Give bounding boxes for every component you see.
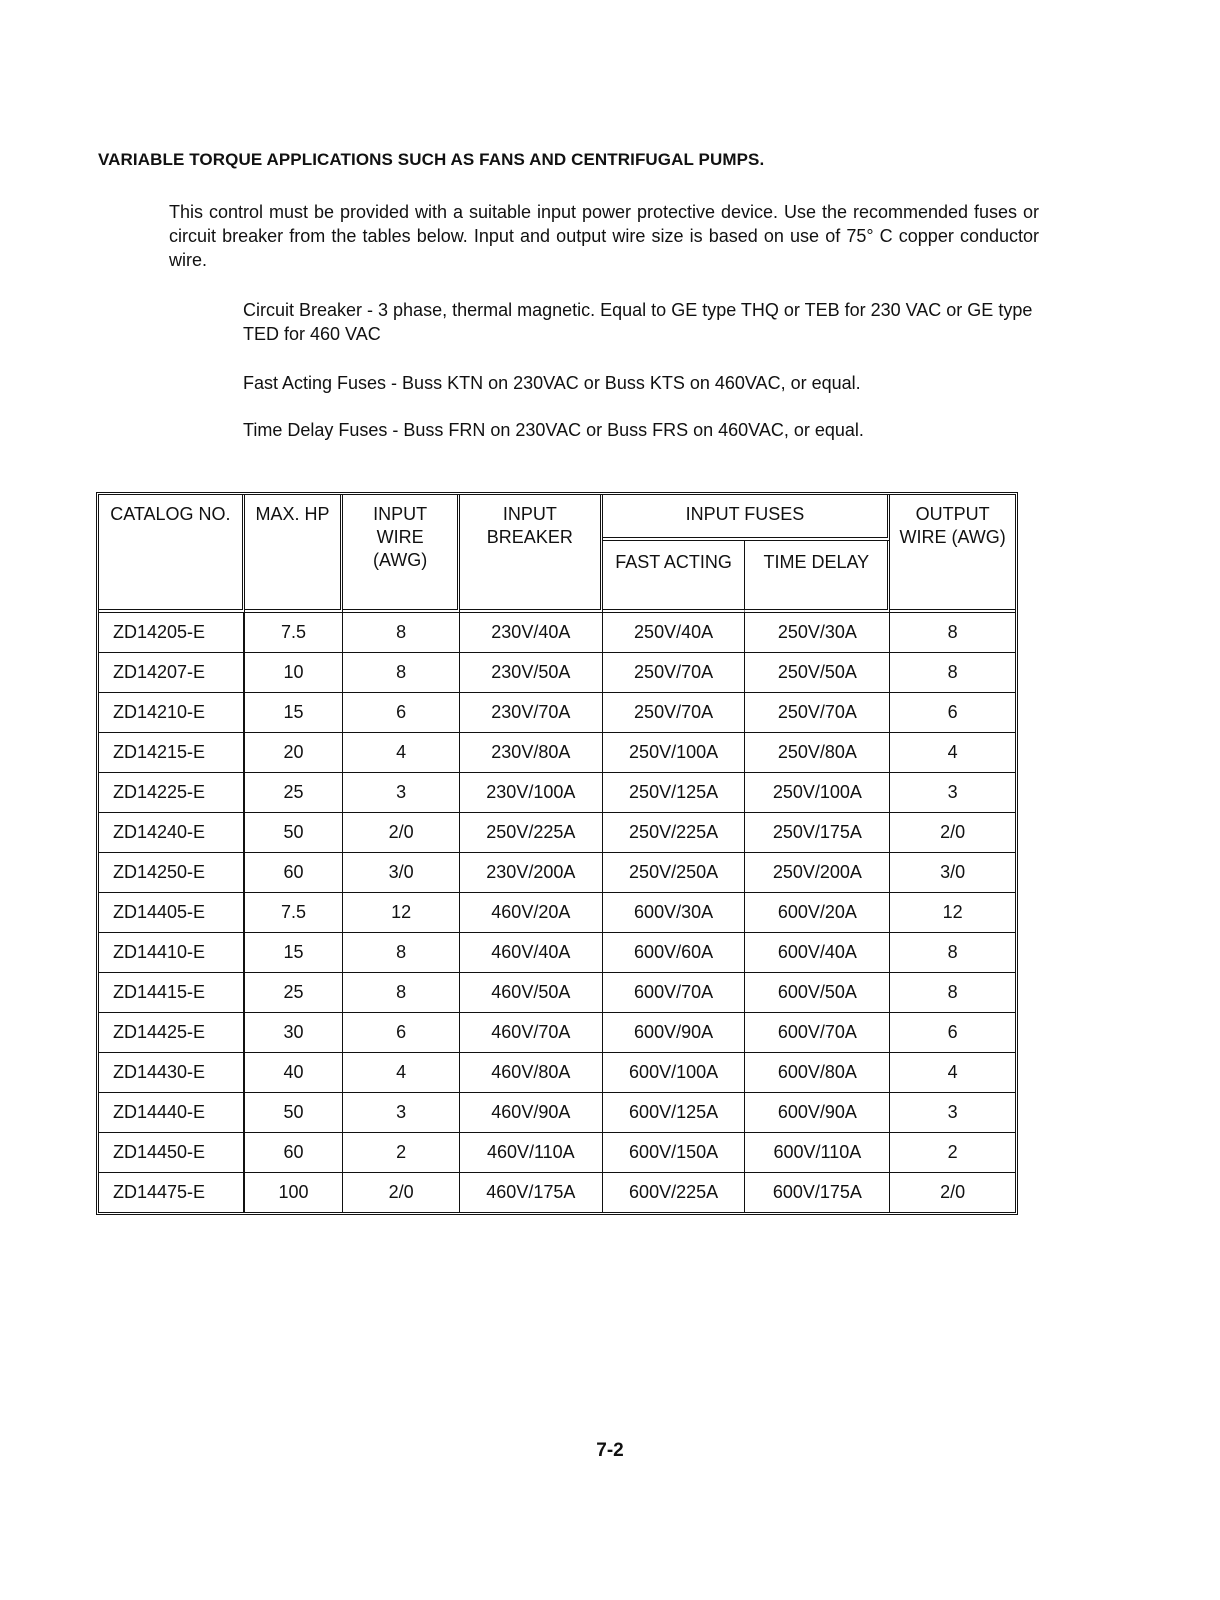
input-breaker-cell: 460V/70A: [460, 1013, 603, 1053]
catalog-no-cell: ZD14225-E: [99, 773, 245, 813]
table-row: [99, 1133, 1015, 1173]
fast-acting-fuse-cell: 600V/30A: [603, 893, 746, 933]
max-hp-cell: 10: [245, 653, 344, 693]
input-wire-cell: 8: [343, 613, 460, 653]
table-row: [99, 613, 1015, 653]
output-wire-cell: 2/0: [890, 813, 1015, 853]
time-delay-fuse-cell: 250V/30A: [745, 613, 890, 653]
fast-acting-fuse-cell: 250V/125A: [603, 773, 746, 813]
max-hp-cell: 7.5: [245, 613, 344, 653]
catalog-no-cell: ZD14440-E: [99, 1093, 245, 1133]
time-delay-fuse-cell: 250V/100A: [745, 773, 890, 813]
input-breaker-cell: 230V/50A: [460, 653, 603, 693]
input-breaker-cell: 460V/20A: [460, 893, 603, 933]
header-fast-acting: FAST ACTING: [603, 541, 746, 613]
header-max-hp: MAX. HP: [245, 495, 344, 613]
catalog-no-cell: ZD14250-E: [99, 853, 245, 893]
fast-acting-fuses-note: Fast Acting Fuses - Buss KTN on 230VAC or Buss KTS on 460VAC, or equal.: [243, 373, 861, 393]
table-row: [99, 773, 1015, 813]
output-wire-cell: 6: [890, 1013, 1015, 1053]
input-wire-cell: 4: [343, 1053, 460, 1093]
input-wire-cell: 2: [343, 1133, 460, 1173]
input-breaker-cell: 460V/80A: [460, 1053, 603, 1093]
input-breaker-cell: 460V/40A: [460, 933, 603, 973]
input-breaker-cell: 230V/100A: [460, 773, 603, 813]
input-breaker-cell: 250V/225A: [460, 813, 603, 853]
table-row: [99, 1053, 1015, 1093]
max-hp-cell: 7.5: [245, 893, 344, 933]
time-delay-fuse-cell: 600V/110A: [745, 1133, 890, 1173]
fast-acting-fuse-cell: 600V/225A: [603, 1173, 746, 1212]
catalog-no-cell: ZD14430-E: [99, 1053, 245, 1093]
table-row: [99, 653, 1015, 693]
table-row: [99, 1093, 1015, 1133]
input-wire-cell: 3/0: [343, 853, 460, 893]
input-wire-cell: 2/0: [343, 813, 460, 853]
max-hp-cell: 60: [245, 853, 344, 893]
fast-acting-fuse-cell: 600V/125A: [603, 1093, 746, 1133]
catalog-no-cell: ZD14475-E: [99, 1173, 245, 1212]
page-number: 7-2: [596, 1440, 624, 1461]
fast-acting-fuse-cell: 250V/250A: [603, 853, 746, 893]
input-wire-cell: 3: [343, 773, 460, 813]
output-wire-cell: 4: [890, 1053, 1015, 1093]
table-row: [99, 813, 1015, 853]
time-delay-fuse-cell: 600V/80A: [745, 1053, 890, 1093]
max-hp-cell: 60: [245, 1133, 344, 1173]
time-delay-fuse-cell: 250V/70A: [745, 693, 890, 733]
input-breaker-cell: 460V/50A: [460, 973, 603, 1013]
fast-acting-fuse-cell: 600V/100A: [603, 1053, 746, 1093]
protective-device-table: [96, 492, 1018, 1215]
catalog-no-cell: ZD14450-E: [99, 1133, 245, 1173]
fast-acting-fuse-cell: 250V/225A: [603, 813, 746, 853]
table-row: [99, 933, 1015, 973]
output-wire-cell: 8: [890, 973, 1015, 1013]
input-wire-cell: 8: [343, 973, 460, 1013]
time-delay-fuse-cell: 250V/200A: [745, 853, 890, 893]
table-row: [99, 893, 1015, 933]
input-breaker-cell: 230V/80A: [460, 733, 603, 773]
header-input-wire: INPUT WIRE (AWG): [343, 495, 460, 613]
time-delay-fuse-cell: 600V/175A: [745, 1173, 890, 1212]
fast-acting-fuse-cell: 250V/100A: [603, 733, 746, 773]
output-wire-cell: 3: [890, 773, 1015, 813]
fast-acting-fuse-cell: 600V/90A: [603, 1013, 746, 1053]
max-hp-cell: 50: [245, 1093, 344, 1133]
catalog-no-cell: ZD14425-E: [99, 1013, 245, 1053]
input-wire-cell: 6: [343, 693, 460, 733]
table-row: [99, 693, 1015, 733]
catalog-no-cell: ZD14415-E: [99, 973, 245, 1013]
input-breaker-cell: 230V/70A: [460, 693, 603, 733]
header-input-fuses: INPUT FUSES: [603, 495, 891, 541]
time-delay-fuse-cell: 600V/40A: [745, 933, 890, 973]
time-delay-fuse-cell: 600V/20A: [745, 893, 890, 933]
time-delay-fuse-cell: 250V/50A: [745, 653, 890, 693]
input-breaker-cell: 460V/90A: [460, 1093, 603, 1133]
time-delay-fuse-cell: 600V/70A: [745, 1013, 890, 1053]
time-delay-fuse-cell: 250V/80A: [745, 733, 890, 773]
input-breaker-cell: 460V/110A: [460, 1133, 603, 1173]
catalog-no-cell: ZD14215-E: [99, 733, 245, 773]
catalog-no-cell: ZD14405-E: [99, 893, 245, 933]
fast-acting-fuse-cell: 600V/70A: [603, 973, 746, 1013]
input-wire-cell: 8: [343, 933, 460, 973]
table-row: [99, 1173, 1015, 1212]
header-catalog-no: CATALOG NO.: [99, 495, 245, 613]
max-hp-cell: 100: [245, 1173, 344, 1212]
input-wire-cell: 2/0: [343, 1173, 460, 1212]
table-row: [99, 1013, 1015, 1053]
catalog-no-cell: ZD14205-E: [99, 613, 245, 653]
output-wire-cell: 3/0: [890, 853, 1015, 893]
circuit-breaker-note: Circuit Breaker - 3 phase, thermal magnetic. Equal to GE type THQ or TEB for 230 VAC or GE type TED for 460 VAC: [243, 300, 1033, 344]
output-wire-cell: 6: [890, 693, 1015, 733]
output-wire-cell: 8: [890, 653, 1015, 693]
max-hp-cell: 25: [245, 773, 344, 813]
time-delay-fuse-cell: 250V/175A: [745, 813, 890, 853]
output-wire-cell: 3: [890, 1093, 1015, 1133]
fast-acting-fuse-cell: 250V/40A: [603, 613, 746, 653]
table-row: [99, 973, 1015, 1013]
table-body: [99, 613, 1015, 1212]
max-hp-cell: 15: [245, 933, 344, 973]
time-delay-fuse-cell: 600V/90A: [745, 1093, 890, 1133]
input-breaker-cell: 460V/175A: [460, 1173, 603, 1212]
input-breaker-cell: 230V/40A: [460, 613, 603, 653]
output-wire-cell: 2/0: [940, 1182, 966, 1202]
max-hp-cell: 30: [245, 1013, 344, 1053]
output-wire-cell: 8: [890, 933, 1015, 973]
input-wire-cell: 8: [343, 653, 460, 693]
fast-acting-fuse-cell: 250V/70A: [603, 653, 746, 693]
catalog-no-cell: ZD14210-E: [99, 693, 245, 733]
output-wire-cell: 2: [890, 1133, 1015, 1173]
output-wire-cell: 8: [890, 613, 1015, 653]
header-time-delay: TIME DELAY: [745, 541, 890, 613]
max-hp-cell: 25: [245, 973, 344, 1013]
table-row: [99, 853, 1015, 893]
output-wire-cell: 4: [890, 733, 1015, 773]
input-wire-cell: 6: [343, 1013, 460, 1053]
catalog-no-cell: ZD14410-E: [99, 933, 245, 973]
time-delay-fuses-note: Time Delay Fuses - Buss FRN on 230VAC or Buss FRS on 460VAC, or equal.: [243, 420, 864, 440]
catalog-no-cell: ZD14240-E: [99, 813, 245, 853]
table-row: [99, 733, 1015, 773]
catalog-no-cell: ZD14207-E: [99, 653, 245, 693]
max-hp-cell: 50: [245, 813, 344, 853]
fast-acting-fuse-cell: 600V/60A: [603, 933, 746, 973]
max-hp-cell: 15: [245, 693, 344, 733]
header-input-breaker: INPUT BREAKER: [460, 495, 603, 613]
input-wire-cell: 12: [343, 893, 460, 933]
input-wire-cell: 4: [343, 733, 460, 773]
time-delay-fuse-cell: 600V/50A: [745, 973, 890, 1013]
fast-acting-fuse-cell: 600V/150A: [603, 1133, 746, 1173]
input-breaker-cell: 230V/200A: [460, 853, 603, 893]
max-hp-cell: 40: [245, 1053, 344, 1093]
page-heading: VARIABLE TORQUE APPLICATIONS SUCH AS FANS AND CENTRIFUGAL PUMPS.: [98, 150, 765, 169]
max-hp-cell: 20: [245, 733, 344, 773]
output-wire-cell: 12: [890, 893, 1015, 933]
header-output-wire: OUTPUT WIRE (AWG): [890, 495, 1015, 613]
input-wire-cell: 3: [343, 1093, 460, 1133]
intro-paragraph: This control must be provided with a suitable input power protective device. Use the recommended fuses or circuit breaker from the tables below. Input and output wire size is based on use of 75° C copper conductor wire.: [169, 202, 1039, 270]
fast-acting-fuse-cell: 250V/70A: [603, 693, 746, 733]
